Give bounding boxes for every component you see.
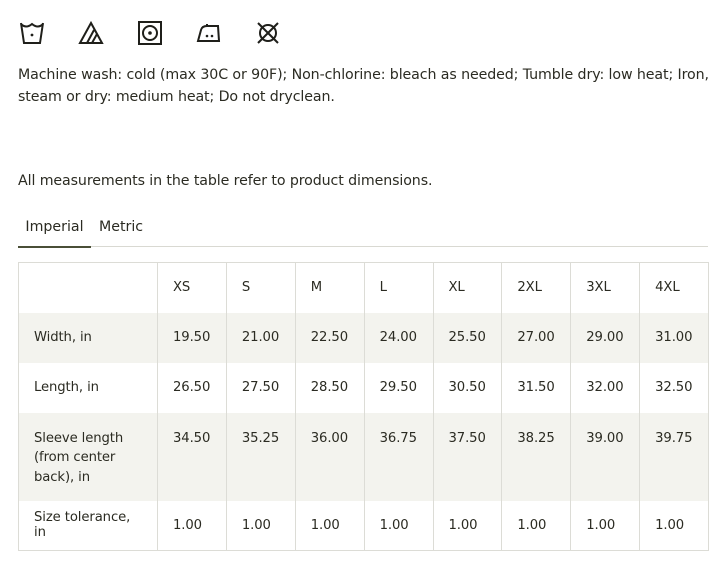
tumble-dry-low-icon bbox=[137, 20, 163, 46]
tab-metric[interactable]: Metric bbox=[99, 219, 144, 235]
table-cell: 32.00 bbox=[571, 363, 640, 413]
size-header: M bbox=[295, 263, 364, 313]
size-header: 3XL bbox=[571, 263, 640, 313]
care-icons bbox=[19, 20, 314, 46]
table-cell: 31.50 bbox=[502, 363, 571, 413]
table-cell: 26.50 bbox=[158, 363, 227, 413]
table-cell: 36.00 bbox=[295, 413, 364, 501]
size-header: XL bbox=[433, 263, 502, 313]
size-header: 2XL bbox=[502, 263, 571, 313]
table-row bbox=[19, 501, 709, 551]
table-cell: 31.00 bbox=[640, 313, 709, 363]
measurements-note: All measurements in the table refer to product dimensions. bbox=[18, 173, 433, 189]
table-cell: 35.25 bbox=[226, 413, 295, 501]
table-cell: 36.75 bbox=[364, 413, 433, 501]
table-cell: 29.00 bbox=[571, 313, 640, 363]
non-chlorine-bleach-icon bbox=[78, 20, 104, 46]
table-corner-cell bbox=[19, 263, 158, 313]
size-table bbox=[18, 262, 709, 551]
unit-tabs bbox=[18, 212, 708, 247]
table-cell: 27.50 bbox=[226, 363, 295, 413]
row-label: Width, in bbox=[19, 313, 158, 363]
do-not-dryclean-icon bbox=[255, 20, 281, 46]
row-label: Sleeve length (from center back), in bbox=[19, 413, 158, 501]
table-cell: 1.00 bbox=[158, 501, 227, 551]
table-cell: 24.00 bbox=[364, 313, 433, 363]
table-cell: 1.00 bbox=[502, 501, 571, 551]
table-cell: 29.50 bbox=[364, 363, 433, 413]
size-header: L bbox=[364, 263, 433, 313]
table-cell: 1.00 bbox=[364, 501, 433, 551]
table-cell: 25.50 bbox=[433, 313, 502, 363]
row-label: Size tolerance, in bbox=[19, 501, 158, 551]
table-cell: 27.00 bbox=[502, 313, 571, 363]
table-cell: 22.50 bbox=[295, 313, 364, 363]
table-cell: 1.00 bbox=[226, 501, 295, 551]
table-cell: 19.50 bbox=[158, 313, 227, 363]
size-header: XS bbox=[158, 263, 227, 313]
iron-medium-icon bbox=[196, 20, 222, 46]
table-header-row bbox=[19, 263, 709, 313]
row-label: Length, in bbox=[19, 363, 158, 413]
table-cell: 37.50 bbox=[433, 413, 502, 501]
table-cell: 1.00 bbox=[433, 501, 502, 551]
table-cell: 30.50 bbox=[433, 363, 502, 413]
tab-imperial[interactable]: Imperial bbox=[18, 216, 91, 248]
table-cell: 32.50 bbox=[640, 363, 709, 413]
size-header: 4XL bbox=[640, 263, 709, 313]
table-cell: 38.25 bbox=[502, 413, 571, 501]
table-cell: 1.00 bbox=[640, 501, 709, 551]
size-header: S bbox=[226, 263, 295, 313]
table-row bbox=[19, 363, 709, 413]
table-cell: 39.75 bbox=[640, 413, 709, 501]
table-cell: 1.00 bbox=[571, 501, 640, 551]
table-cell: 34.50 bbox=[158, 413, 227, 501]
table-cell: 39.00 bbox=[571, 413, 640, 501]
table-cell: 21.00 bbox=[226, 313, 295, 363]
table-cell: 1.00 bbox=[295, 501, 364, 551]
wash-cold-icon bbox=[19, 20, 45, 46]
table-row bbox=[19, 413, 709, 501]
table-cell: 28.50 bbox=[295, 363, 364, 413]
care-instructions: Machine wash: cold (max 30C or 90F); Non-chlorine: bleach as needed; Tumble dry: low heat; Iron, steam or dry: medium heat; Do not dryclean. bbox=[18, 67, 709, 105]
table-row bbox=[19, 313, 709, 363]
